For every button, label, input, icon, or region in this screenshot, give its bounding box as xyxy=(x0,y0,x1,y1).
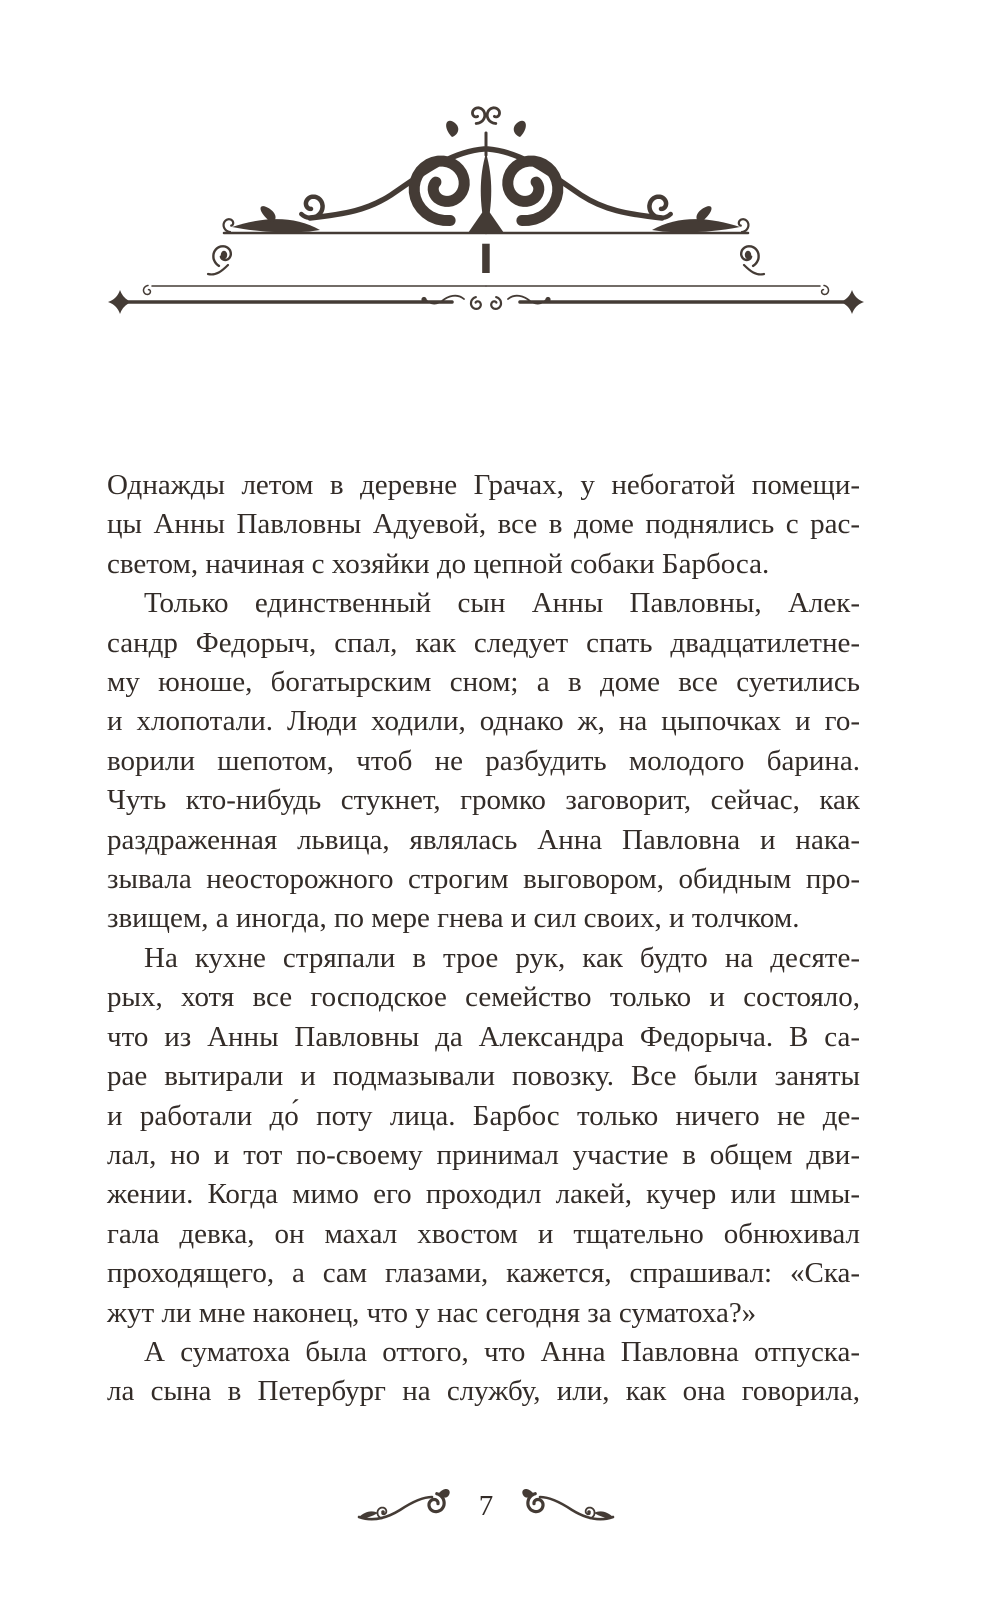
text-line: и хлопотали. Люди ходили, однако ж, на цыпочках и го- xyxy=(107,705,860,738)
text-line: жут ли мне наконец, что у нас сегодня за суматоха?» xyxy=(107,1296,757,1329)
text-line: и работали до́ поту лица. Барбос только ничего не де- xyxy=(107,1099,860,1132)
text-line: цы Анны Павловны Адуевой, все в доме поднялись с рас- xyxy=(107,508,860,541)
text-line: Только единственный сын Анны Павловны, Алек- xyxy=(144,587,860,620)
text-line: сандр Федорыч, спал, как следует спать двадцатилетне- xyxy=(107,626,860,659)
text-line: лал, но и тот по-своему принимал участие в общем дви- xyxy=(107,1138,860,1171)
text-line: рае вытирали и подмазывали повозку. Все были заняты xyxy=(107,1060,860,1093)
text-line: му юноше, богатырским сном; а в доме все суетились xyxy=(107,666,860,699)
footer-flourish-right-icon xyxy=(509,1484,619,1528)
text-line: зывала неосторожного строгим выговором, обидным про- xyxy=(107,863,860,896)
text-line: ворили шепотом, чтоб не разбудить молодого барина. xyxy=(107,744,860,777)
text-line: жении. Когда мимо его проходил лакей, кучер или шмы- xyxy=(107,1178,860,1211)
text-line: На кухне стряпали в трое рук, как будто на десяте- xyxy=(144,941,860,974)
paragraph xyxy=(107,1333,860,1412)
text-line: ла сына в Петербург на службу, или, как она говорила, xyxy=(107,1375,860,1408)
text-line: А суматоха была оттого, что Анна Павловна отпуска- xyxy=(144,1335,860,1368)
text-line: Чуть кто-нибудь стукнет, громко заговорит, сейчас, как xyxy=(107,784,860,817)
page-number: 7 xyxy=(478,1490,494,1522)
text-line: светом, начиная с хозяйки до цепной собаки Барбоса. xyxy=(107,547,770,580)
text-line: раздраженная львица, являлась Анна Павловна и нака- xyxy=(107,823,860,856)
footer-flourish-left-icon xyxy=(353,1484,463,1528)
paragraph xyxy=(107,584,860,939)
text-line: гала девка, он махал хвостом и тщательно обнюхивал xyxy=(107,1217,860,1250)
chapter-head-flourish-ornament xyxy=(96,85,876,320)
flourish-left-half xyxy=(108,108,486,314)
paragraph xyxy=(107,466,860,584)
page-footer xyxy=(0,1484,972,1528)
text-line: что из Анны Павловны да Александра Федорыча. В са- xyxy=(107,1020,860,1053)
text-line: проходящего, а сам глазами, кажется, спрашивал: «Ска- xyxy=(107,1257,860,1290)
chapter-numeral: I xyxy=(478,237,494,283)
paragraph xyxy=(107,939,860,1333)
page-text xyxy=(107,466,860,1412)
text-line: звищем, а иногда, по мере гнева и сил своих, и толчком. xyxy=(107,902,800,935)
text-line: Однажды летом в деревне Грачах, у небогатой помещи- xyxy=(107,469,860,501)
text-line: рых, хотя все господское семейство только и состояло, xyxy=(107,981,860,1014)
